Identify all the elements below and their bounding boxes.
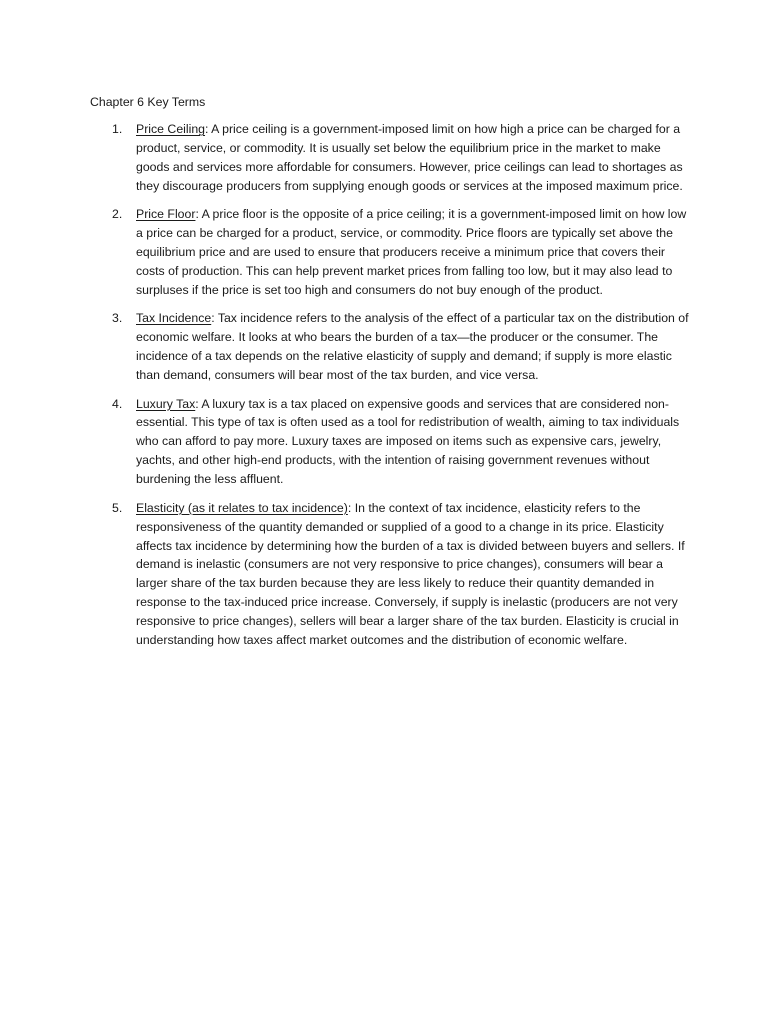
term-paragraph xyxy=(136,120,692,196)
list-item xyxy=(90,309,692,385)
term-definition: : A luxury tax is a tax placed on expensive goods and services that are considered non-essential. This type of tax is often used as a tool for redistribution of wealth, aiming to tax individuals who can afford to pay more. Luxury taxes are imposed on items such as expensive cars, jewelry, yachts, and other high-end products, with the intention of raising government revenues without burdening the less affluent. xyxy=(136,396,680,487)
list-item-number: 4. xyxy=(112,396,123,411)
term-paragraph xyxy=(136,309,692,385)
term-paragraph xyxy=(136,395,692,490)
term-definition: : A price floor is the opposite of a price ceiling; it is a government-imposed limit on how low a price can be charged for a product, service, or commodity. Price floors are typically set above the equilibrium price and are used to ensure that producers receive a minimum price that covers their costs of production. This can help prevent market prices from falling too low, but it may also lead to surpluses if the price is set too high and consumers do not buy enough of the product. xyxy=(136,207,687,297)
list-item-number: 1. xyxy=(112,122,123,136)
term-paragraph xyxy=(136,205,692,300)
term-name: Luxury Tax xyxy=(136,396,196,411)
term-name: Tax Incidence xyxy=(136,311,212,326)
list-item xyxy=(90,395,692,490)
list-item-number: 5. xyxy=(112,500,123,515)
list-item xyxy=(90,120,692,196)
key-terms-list xyxy=(90,120,692,650)
list-item xyxy=(90,499,692,650)
term-paragraph xyxy=(136,499,692,650)
list-item-number: 3. xyxy=(112,311,123,326)
term-definition: : In the context of tax incidence, elasticity refers to the responsiveness of the quantity demanded or supplied of a good to a change in its price. Elasticity affects tax incidence by determining how the burden of a tax is divided between buyers and sellers. If demand is inelastic (consumers are not very responsive to price changes), consumers will bear a larger share of the tax burden because they are less likely to reduce their quantity demanded in response to the tax-induced price increase. Conversely, if supply is inelastic (producers are not very responsive to price changes), sellers will bear a larger share of the tax burden. Elasticity is crucial in understanding how taxes affect market outcomes and the distribution of economic welfare. xyxy=(136,500,685,648)
list-item-number: 2. xyxy=(112,207,123,222)
document-title: Chapter 6 Key Terms xyxy=(90,95,206,109)
term-name: Price Floor xyxy=(136,207,196,222)
term-definition: : A price ceiling is a government-imposed limit on how high a price can be charged for a product, service, or commodity. It is usually set below the equilibrium price in the market to make goods and services more affordable for consumers. However, price ceilings can lead to shortages as they discourage producers from supplying enough goods or services at the imposed maximum price. xyxy=(136,122,683,193)
term-name: Price Ceiling xyxy=(136,122,206,136)
term-name: Elasticity (as it relates to tax incidence) xyxy=(136,500,348,515)
term-definition: : Tax incidence refers to the analysis of the effect of a particular tax on the distribution of economic welfare. It looks at who bears the burden of a tax—the producer or the consumer. The incidence of a tax depends on the relative elasticity of supply and demand; if supply is more elastic than demand, consumers will bear most of the tax burden, and vice versa. xyxy=(136,311,689,383)
list-item xyxy=(90,205,692,300)
